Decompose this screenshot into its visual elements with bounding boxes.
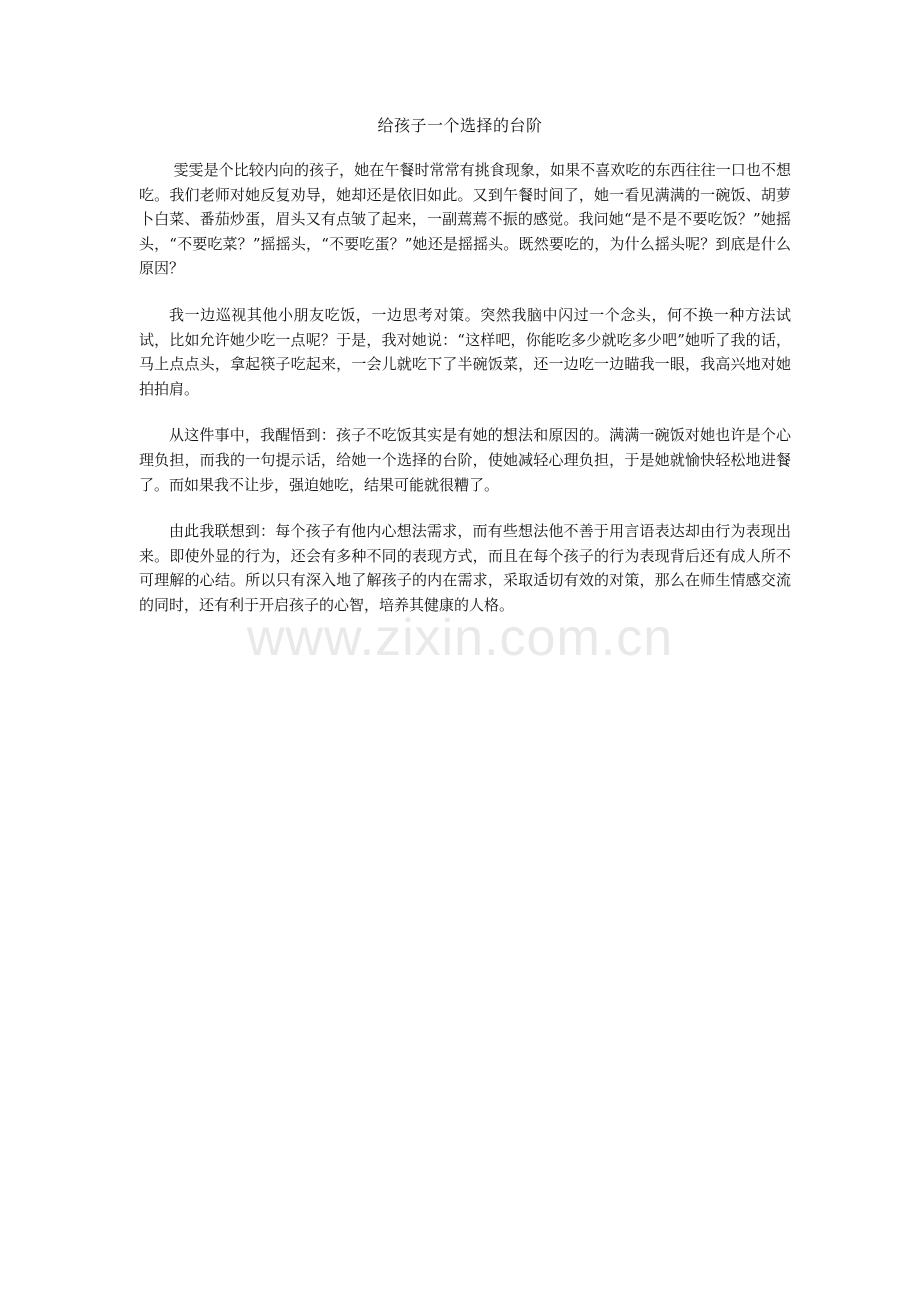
document-body: [139, 158, 791, 640]
document-title: 给孩子一个选择的台阶: [377, 116, 543, 135]
paragraph-1: 雯雯是个比较内向的孩子，她在午餐时常常有挑食现象，如果不喜欢吃的东西往往一口也不想吃。我们老师对她反复劝导，她却还是依旧如此。又到午餐时间了，她一看见满满的一碗饭、胡萝卜白菜、番茄炒蛋，眉头又有点皱了起来，一副蔫蔫不振的感觉。我问她“是不是不要吃饭？”她摇头，“不要吃菜？”摇摇头，“不要吃蛋？”她还是摇摇头。既然要吃的，为什么摇头呢？到底是什么原因？: [139, 161, 791, 278]
paragraph-2: 我一边巡视其他小朋友吃饭，一边思考对策。突然我脑中闪过一个念头，何不换一种方法试试，比如允许她少吃一点呢？于是，我对她说：“这样吧，你能吃多少就吃多少吧”她听了我的话，马上点点头，拿起筷子吃起来，一会儿就吃下了半碗饭菜，还一边吃一边瞄我一眼，我高兴地对她拍拍肩。: [139, 305, 791, 398]
watermark: www.zixin.com.cn: [246, 609, 674, 667]
paragraph-3: 从这件事中，我醒悟到：孩子不吃饭其实是有她的想法和原因的。满满一碗饭对她也许是个心理负担，而我的一句提示话，给她一个选择的台阶，使她减轻心理负担，于是她就愉快轻松地进餐了。而如果我不让步，强迫她吃，结果可能就很糟了。: [139, 426, 791, 494]
paragraph-4: 由此我联想到：每个孩子有他内心想法需求，而有些想法他不善于用言语表达却由行为表现出来。即使外显的行为，还会有多种不同的表现方式，而且在每个孩子的行为表现背后还有成人所不可理解的心结。所以只有深入地了解孩子的内在需求，采取适切有效的对策，那么在师生情感交流的同时，还有利于开启孩子的心智，培养其健康的人格。: [139, 522, 791, 614]
